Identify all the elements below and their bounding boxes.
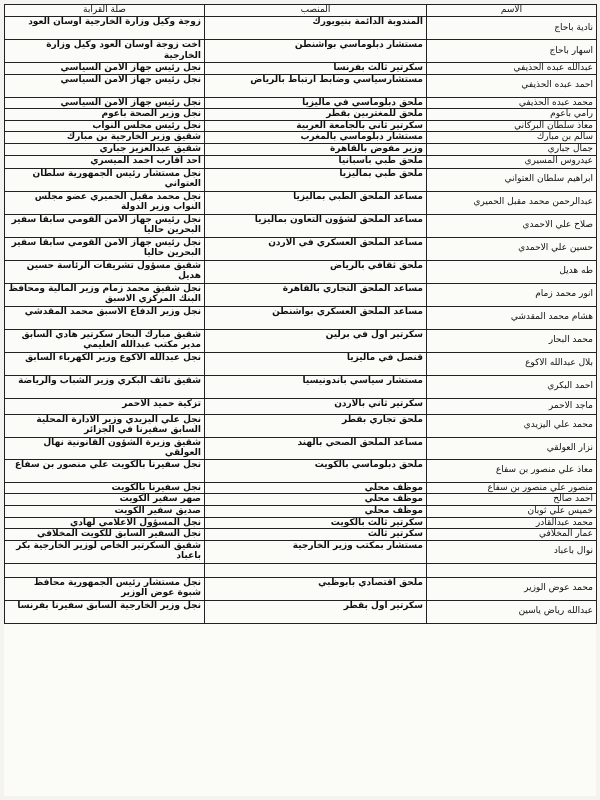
- header-position: المنصب: [205, 5, 427, 17]
- cell-position: ملحق تجاري بقطر: [205, 414, 427, 437]
- cell-position: سكرتير ثاني بالجامعة العربية: [205, 120, 427, 132]
- cell-name: هشام محمد المقدشي: [427, 306, 597, 329]
- cell-relation: شقيق وزيرة الشؤون القانونية نهال العولقي: [5, 437, 205, 459]
- cell-relation: احد اقارب احمد الميسري: [5, 155, 205, 168]
- relatives-table: [4, 4, 597, 624]
- cell-relation: نجل رئيس جهاز الامن السياسي: [5, 63, 205, 75]
- cell-position: مستشار بمكتب وزير الخارجية: [205, 540, 427, 563]
- table-row: [5, 563, 597, 577]
- cell-position: مستشار دبلوماسي بالمغرب: [205, 132, 427, 144]
- cell-relation: نجل عبدالله الاكوع وزير الكهرباء السابق: [5, 352, 205, 375]
- table-row: [5, 109, 597, 121]
- cell-relation: اخت زوجة اوسان العود وكيل وزارة الخارجية: [5, 40, 205, 63]
- cell-relation: شقيق عبدالعزيز جباري: [5, 143, 205, 155]
- cell-name: طه هديل: [427, 260, 597, 283]
- table-row: [5, 352, 597, 375]
- cell-position: وزير مفوض بالقاهرة: [205, 143, 427, 155]
- cell-name: محمد علي اليزيدي: [427, 414, 597, 437]
- cell-name: سالم بن مبارك: [427, 132, 597, 144]
- cell-name: بلال عبدالله الاكوع: [427, 352, 597, 375]
- cell-name: محمد البحار: [427, 329, 597, 352]
- cell-name: محمد عوض الوزير: [427, 577, 597, 600]
- cell-relation: زوجة وكيل وزارة الخارجية اوسان العود: [5, 17, 205, 40]
- cell-name: خميس علي ثوبان: [427, 505, 597, 517]
- cell-position: مستشارسياسي وضابط ارتباط بالرياض: [205, 74, 427, 97]
- cell-name: حسين علي الاحمدي: [427, 237, 597, 260]
- cell-name: احمد البكري: [427, 375, 597, 398]
- cell-position: سكرتير اول بقطر: [205, 600, 427, 623]
- cell-name: صلاح علي الاحمدي: [427, 214, 597, 237]
- cell-name: رامي باعوم: [427, 109, 597, 121]
- cell-position: سكرتير ثالث بالكويت: [205, 517, 427, 529]
- table-row: [5, 494, 597, 506]
- cell-relation: نجل محمد مقبل الحميري عضو مجلس النواب وزير الدولة: [5, 191, 205, 214]
- cell-relation: شقيق نائف البكري وزير الشباب والرياضة: [5, 375, 205, 398]
- table-row: [5, 306, 597, 329]
- cell-position: قنصل في ماليزيا: [205, 352, 427, 375]
- table-row: [5, 97, 597, 109]
- cell-position: سكرتير اول في برلين: [205, 329, 427, 352]
- cell-position: سكرتير ثاني بالاردن: [205, 398, 427, 414]
- cell-position: مستشار دبلوماسي بواشنطن: [205, 40, 427, 63]
- table-row: [5, 600, 597, 623]
- cell-relation: نجل شقيق محمد زمام وزير المالية ومحافظ البنك المركزي الاسبق: [5, 283, 205, 306]
- table-row: [5, 40, 597, 63]
- cell-position: موظف محلي: [205, 494, 427, 506]
- table-row: [5, 577, 597, 600]
- table-row: [5, 437, 597, 459]
- cell-position: ملحق ثقافي بالرياض: [205, 260, 427, 283]
- cell-position: مساعد الملحق الطبي بماليزيا: [205, 191, 427, 214]
- document-sheet: [4, 4, 596, 796]
- cell-position: مساعد الملحق العسكري بواشنطن: [205, 306, 427, 329]
- table-row: [5, 482, 597, 494]
- cell-name: عمار المخلافي: [427, 529, 597, 541]
- cell-position: سكرتير ثالث: [205, 529, 427, 541]
- header-relation: صلة القرابة: [5, 5, 205, 17]
- cell-name: منصور علي منصور بن سفاع: [427, 482, 597, 494]
- cell-relation: نجل سفيرنا بالكويت: [5, 482, 205, 494]
- table-row: [5, 529, 597, 541]
- table-header-row: [5, 5, 597, 17]
- table-row: [5, 237, 597, 260]
- table-row: [5, 63, 597, 75]
- cell-name: احمد عبده الحذيفي: [427, 74, 597, 97]
- cell-relation: نجل وزير الدفاع الاسبق محمد المقدشي: [5, 306, 205, 329]
- cell-relation: نجل رئيس جهاز الامن القومي سابقا سفير البحرين حاليا: [5, 237, 205, 260]
- cell-position: ملحق دبلوماسي في ماليزيا: [205, 97, 427, 109]
- cell-name: محمد عبده الحذيفي: [427, 97, 597, 109]
- cell-relation: نجل علي اليزيدي وزير الادارة المحلية السابق سفيرنا في الجزائر: [5, 414, 205, 437]
- cell-relation: نجل مستشار رئيس الجمهورية سلطان العتواني: [5, 168, 205, 191]
- cell-position: ملحق للمغتربين بقطر: [205, 109, 427, 121]
- cell-position: ملحق طبي بماليزيا: [205, 168, 427, 191]
- cell-name: محمد عبدالقادر: [427, 517, 597, 529]
- cell-relation: شقيق مبارك البحار سكرتير هادي السابق مدير مكتب عبدالله العليمي: [5, 329, 205, 352]
- table-row: [5, 459, 597, 482]
- cell-relation: شقيق السكرتير الخاص لوزير الخارجية بكر باعباد: [5, 540, 205, 563]
- cell-name: ماجد الاحمر: [427, 398, 597, 414]
- cell-relation: نجل رئيس مجلس النواب: [5, 120, 205, 132]
- table-row: [5, 143, 597, 155]
- cell-name: عبدالرحمن محمد مقبل الحميري: [427, 191, 597, 214]
- cell-position: مستشار سياسي باندونيسيا: [205, 375, 427, 398]
- cell-relation: شقيق مسؤول تشريفات الرئاسة حسين هديل: [5, 260, 205, 283]
- cell-relation: نجل وزير الخارجية السابق سفيرنا بفرنسا: [5, 600, 205, 623]
- table-row: [5, 132, 597, 144]
- cell-name: نوال باعباد: [427, 540, 597, 563]
- cell-relation: تزكية حميد الاحمر: [5, 398, 205, 414]
- cell-name: جمال جباري: [427, 143, 597, 155]
- cell-position: مساعد الملحق لشؤون التعاون بماليزيا: [205, 214, 427, 237]
- table-body: [5, 17, 597, 624]
- header-name: الاسم: [427, 5, 597, 17]
- cell-position: ملحق اقتصادي بابوظبي: [205, 577, 427, 600]
- cell-relation: نجل السفير السابق للكويت المخلافي: [5, 529, 205, 541]
- table-row: [5, 329, 597, 352]
- cell-position: مساعد الملحق العسكري في الاردن: [205, 237, 427, 260]
- cell-name: [427, 563, 597, 577]
- cell-relation: شقيق وزير الخارجية بن مبارك: [5, 132, 205, 144]
- table-row: [5, 214, 597, 237]
- cell-position: المندوبة الدائمة بنيويورك: [205, 17, 427, 40]
- cell-name: نادية باحاج: [427, 17, 597, 40]
- cell-position: ملحق دبلوماسي بالكويت: [205, 459, 427, 482]
- table-row: [5, 375, 597, 398]
- cell-relation: نجل رئيس جهاز الامن السياسي: [5, 97, 205, 109]
- table-row: [5, 517, 597, 529]
- table-row: [5, 540, 597, 563]
- table-row: [5, 283, 597, 306]
- table-row: [5, 155, 597, 168]
- cell-name: عيدروس المسيري: [427, 155, 597, 168]
- cell-position: موظف محلي: [205, 505, 427, 517]
- cell-relation: نجل المسؤول الاعلامي لهادي: [5, 517, 205, 529]
- cell-relation: صهر سفير الكويت: [5, 494, 205, 506]
- cell-name: نزار العولقي: [427, 437, 597, 459]
- cell-position: مساعد الملحق التجاري بالقاهرة: [205, 283, 427, 306]
- cell-relation: نجل رئيس جهاز الامن القومي سابقا سفير البحرين حاليا: [5, 214, 205, 237]
- table-row: [5, 168, 597, 191]
- cell-name: احمد صالح: [427, 494, 597, 506]
- cell-position: مساعد الملحق الصحي بالهند: [205, 437, 427, 459]
- cell-position: موظف محلي: [205, 482, 427, 494]
- cell-name: ابراهيم سلطان العتواني: [427, 168, 597, 191]
- cell-relation: نجل سفيرنا بالكويت علي منصور بن سفاع: [5, 459, 205, 482]
- cell-name: عبدالله عبده الحذيفي: [427, 63, 597, 75]
- table-row: [5, 74, 597, 97]
- cell-name: معاذ سلطان البركاني: [427, 120, 597, 132]
- table-row: [5, 191, 597, 214]
- table-row: [5, 260, 597, 283]
- table-row: [5, 17, 597, 40]
- cell-position: ملحق طبي باسبانيا: [205, 155, 427, 168]
- cell-relation: [5, 563, 205, 577]
- cell-name: عبدالله رياض ياسين: [427, 600, 597, 623]
- cell-position: سكرتير ثالث بفرنسا: [205, 63, 427, 75]
- cell-relation: نجل مستشار رئيس الجمهورية محافظ شبوة عوض الوزير: [5, 577, 205, 600]
- table-row: [5, 120, 597, 132]
- cell-name: انور محمد زمام: [427, 283, 597, 306]
- cell-name: معاذ علي منصور بن سفاع: [427, 459, 597, 482]
- cell-position: [205, 563, 427, 577]
- table-row: [5, 414, 597, 437]
- cell-relation: نجل وزير الصحة باعوم: [5, 109, 205, 121]
- table-row: [5, 398, 597, 414]
- table-row: [5, 505, 597, 517]
- cell-relation: نجل رئيس جهاز الامن السياسي: [5, 74, 205, 97]
- cell-name: اسهار باحاج: [427, 40, 597, 63]
- cell-relation: صديق سفير الكويت: [5, 505, 205, 517]
